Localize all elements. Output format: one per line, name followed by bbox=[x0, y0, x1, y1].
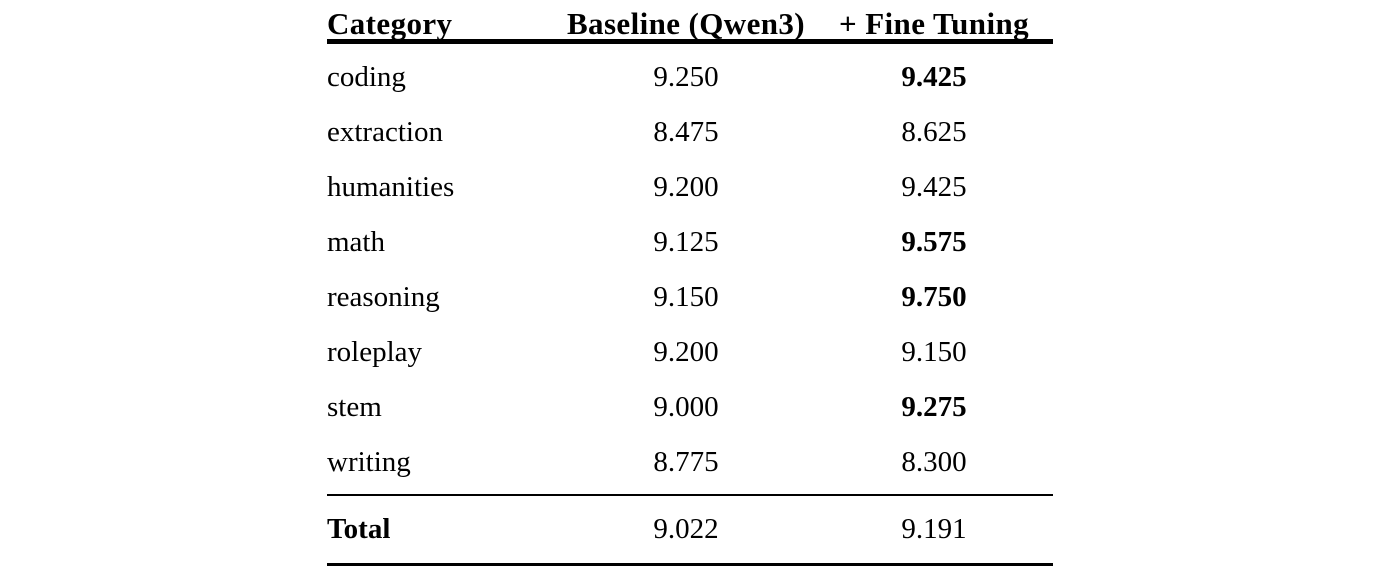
total-row bbox=[327, 496, 1053, 565]
cell-finetuned: 8.300 bbox=[815, 435, 1053, 495]
cell-finetuned: 9.150 bbox=[815, 325, 1053, 380]
table-row bbox=[327, 215, 1053, 270]
table-row bbox=[327, 160, 1053, 215]
cell-baseline: 9.200 bbox=[557, 160, 815, 215]
table-total bbox=[327, 496, 1053, 565]
results-table-container bbox=[327, 8, 1053, 566]
table-header bbox=[327, 8, 1053, 41]
cell-category: roleplay bbox=[327, 325, 557, 380]
cell-total-finetuned: 9.191 bbox=[815, 496, 1053, 565]
cell-category: reasoning bbox=[327, 270, 557, 325]
table-row bbox=[327, 44, 1053, 105]
table-row bbox=[327, 105, 1053, 160]
cell-finetuned: 8.625 bbox=[815, 105, 1053, 160]
cell-baseline: 8.775 bbox=[557, 435, 815, 495]
header-category: Category bbox=[327, 8, 557, 41]
table-row bbox=[327, 270, 1053, 325]
cell-finetuned: 9.425 bbox=[815, 44, 1053, 105]
table-row bbox=[327, 435, 1053, 495]
cell-category: extraction bbox=[327, 105, 557, 160]
table-row bbox=[327, 325, 1053, 380]
cell-finetuned: 9.750 bbox=[815, 270, 1053, 325]
cell-baseline: 9.000 bbox=[557, 380, 815, 435]
cell-total-label: Total bbox=[327, 496, 557, 565]
results-table bbox=[327, 8, 1053, 566]
cell-baseline: 8.475 bbox=[557, 105, 815, 160]
cell-total-baseline: 9.022 bbox=[557, 496, 815, 565]
cell-category: coding bbox=[327, 44, 557, 105]
cell-finetuned: 9.275 bbox=[815, 380, 1053, 435]
cell-baseline: 9.200 bbox=[557, 325, 815, 380]
cell-category: writing bbox=[327, 435, 557, 495]
cell-finetuned: 9.575 bbox=[815, 215, 1053, 270]
cell-finetuned: 9.425 bbox=[815, 160, 1053, 215]
cell-baseline: 9.125 bbox=[557, 215, 815, 270]
header-baseline: Baseline (Qwen3) bbox=[557, 8, 815, 41]
cell-baseline: 9.150 bbox=[557, 270, 815, 325]
cell-category: humanities bbox=[327, 160, 557, 215]
header-row bbox=[327, 8, 1053, 41]
table-body bbox=[327, 44, 1053, 495]
header-finetuned: + Fine Tuning bbox=[815, 8, 1053, 41]
cell-category: stem bbox=[327, 380, 557, 435]
table-row bbox=[327, 380, 1053, 435]
cell-category: math bbox=[327, 215, 557, 270]
cell-baseline: 9.250 bbox=[557, 44, 815, 105]
